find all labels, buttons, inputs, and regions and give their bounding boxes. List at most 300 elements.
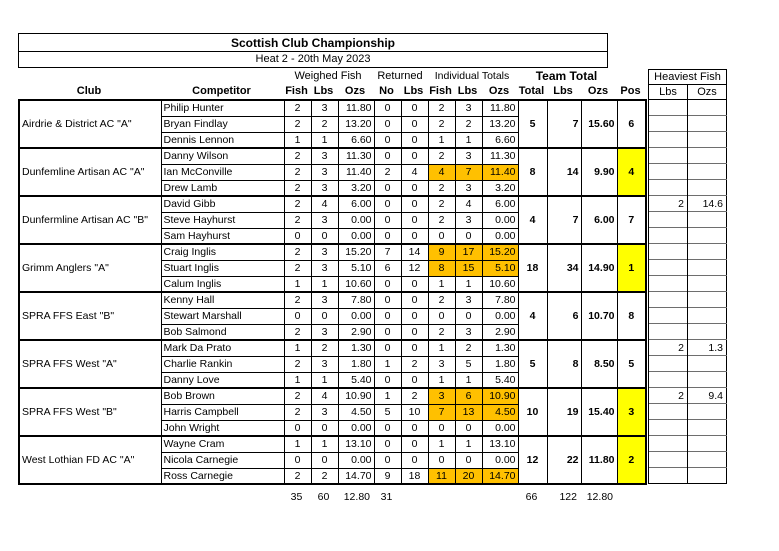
heaviest-lbs-cell [649, 164, 688, 180]
competitor-cell: Philip Hunter [161, 100, 284, 116]
returned-no-cell: 1 [374, 356, 401, 372]
individual-lbs-cell: 2 [455, 116, 482, 132]
results-table [18, 99, 647, 485]
competitor-cell: Dennis Lennon [161, 132, 284, 148]
weighed-lbs-cell: 3 [311, 148, 338, 164]
heaviest-row [649, 260, 727, 276]
weighed-ozs-cell: 1.30 [338, 340, 374, 356]
returned-no-cell: 0 [374, 340, 401, 356]
individual-ozs-cell: 7.80 [482, 292, 518, 308]
weighed-lbs-cell: 3 [311, 164, 338, 180]
individual-lbs-cell: 1 [455, 276, 482, 292]
heaviest-lbs-cell [649, 372, 688, 388]
page-title: Scottish Club Championship [19, 34, 607, 52]
individual-fish-cell: 11 [428, 468, 455, 484]
returned-no-cell: 5 [374, 404, 401, 420]
weighed-lbs-cell: 3 [311, 244, 338, 260]
returned-no-cell: 9 [374, 468, 401, 484]
competitor-cell: Kenny Hall [161, 292, 284, 308]
individual-lbs-cell: 20 [455, 468, 482, 484]
individual-ozs-cell: 15.20 [482, 244, 518, 260]
individual-fish-cell: 2 [428, 180, 455, 196]
heaviest-lbs-cell [649, 420, 688, 436]
group-header-individual-totals: Individual Totals [434, 70, 510, 82]
team-total-cell: 12 [518, 436, 547, 484]
individual-fish-cell: 0 [428, 420, 455, 436]
column-header-weighed-fish: Fish [285, 85, 308, 97]
heaviest-lbs-cell [649, 116, 688, 132]
individual-ozs-cell: 10.60 [482, 276, 518, 292]
pos-cell: 8 [617, 292, 646, 340]
individual-ozs-cell: 0.00 [482, 212, 518, 228]
column-header-returned-lbs: Lbs [403, 85, 424, 97]
heaviest-row [649, 148, 727, 164]
club-cell: West Lothian FD AC "A" [19, 436, 161, 484]
weighed-ozs-cell: 13.20 [338, 116, 374, 132]
returned-lbs-cell: 0 [401, 292, 428, 308]
weighed-lbs-cell: 1 [311, 372, 338, 388]
team-total-cell: 10 [518, 388, 547, 436]
weighed-fish-cell: 2 [284, 356, 311, 372]
heaviest-lbs-header: Lbs [649, 85, 688, 100]
weighed-fish-cell: 2 [284, 404, 311, 420]
column-header-club: Club [76, 85, 102, 97]
weighed-ozs-cell: 4.50 [338, 404, 374, 420]
returned-no-cell: 0 [374, 436, 401, 452]
heaviest-row [649, 132, 727, 148]
returned-no-cell: 0 [374, 180, 401, 196]
column-header-weighed-ozs: Ozs [344, 85, 366, 97]
weighed-ozs-cell: 11.30 [338, 148, 374, 164]
heaviest-lbs-cell [649, 292, 688, 308]
returned-lbs-cell: 0 [401, 452, 428, 468]
individual-fish-cell: 9 [428, 244, 455, 260]
team-total-cell: 18 [518, 244, 547, 292]
individual-lbs-cell: 1 [455, 436, 482, 452]
returned-no-cell: 1 [374, 388, 401, 404]
heaviest-lbs-cell [649, 148, 688, 164]
heaviest-row [649, 452, 727, 468]
individual-ozs-cell: 5.10 [482, 260, 518, 276]
weighed-lbs-cell: 2 [311, 340, 338, 356]
returned-lbs-cell: 0 [401, 276, 428, 292]
individual-lbs-cell: 1 [455, 132, 482, 148]
individual-fish-cell: 0 [428, 228, 455, 244]
returned-lbs-cell: 0 [401, 340, 428, 356]
returned-no-cell: 0 [374, 116, 401, 132]
weighed-ozs-cell: 7.80 [338, 292, 374, 308]
heaviest-ozs-cell: 14.6 [688, 196, 727, 212]
weighed-ozs-cell: 11.80 [338, 100, 374, 116]
heaviest-row [649, 244, 727, 260]
heaviest-ozs-cell: 9.4 [688, 388, 727, 404]
individual-fish-cell: 2 [428, 324, 455, 340]
weighed-fish-cell: 2 [284, 180, 311, 196]
returned-lbs-cell: 0 [401, 420, 428, 436]
heaviest-row [649, 292, 727, 308]
individual-ozs-cell: 0.00 [482, 308, 518, 324]
weighed-lbs-cell: 3 [311, 404, 338, 420]
individual-fish-cell: 2 [428, 116, 455, 132]
team-total-cell: 5 [518, 100, 547, 148]
column-header-returned-no: No [379, 85, 394, 97]
heaviest-lbs-cell [649, 244, 688, 260]
weighed-ozs-cell: 5.10 [338, 260, 374, 276]
team-ozs-cell: 11.80 [581, 436, 617, 484]
competitor-cell: Wayne Cram [161, 436, 284, 452]
weighed-ozs-cell: 13.10 [338, 436, 374, 452]
individual-fish-cell: 2 [428, 100, 455, 116]
weighed-ozs-cell: 10.60 [338, 276, 374, 292]
heaviest-ozs-cell [688, 324, 727, 340]
weighed-fish-cell: 1 [284, 340, 311, 356]
weighed-lbs-cell: 1 [311, 436, 338, 452]
individual-lbs-cell: 13 [455, 404, 482, 420]
heaviest-ozs-cell [688, 228, 727, 244]
column-header-team-total: Total [518, 85, 545, 97]
table-row [19, 100, 646, 116]
individual-fish-cell: 1 [428, 372, 455, 388]
column-header-weighed-lbs: Lbs [313, 85, 334, 97]
heaviest-lbs-cell [649, 452, 688, 468]
club-cell: SPRA FFS West "B" [19, 388, 161, 436]
heaviest-ozs-cell [688, 244, 727, 260]
weighed-ozs-cell: 1.80 [338, 356, 374, 372]
weighed-ozs-cell: 0.00 [338, 308, 374, 324]
competitor-cell: John Wright [161, 420, 284, 436]
total-weighed-lbs: 60 [317, 491, 330, 503]
competitor-cell: David Gibb [161, 196, 284, 212]
individual-ozs-cell: 1.30 [482, 340, 518, 356]
returned-no-cell: 0 [374, 276, 401, 292]
weighed-lbs-cell: 1 [311, 132, 338, 148]
total-team-lbs: 122 [559, 491, 577, 503]
returned-lbs-cell: 0 [401, 116, 428, 132]
weighed-fish-cell: 2 [284, 164, 311, 180]
competitor-cell: Mark Da Prato [161, 340, 284, 356]
heaviest-row [649, 212, 727, 228]
column-header-individual-fish: Fish [429, 85, 452, 97]
weighed-fish-cell: 0 [284, 308, 311, 324]
returned-no-cell: 0 [374, 212, 401, 228]
individual-lbs-cell: 3 [455, 212, 482, 228]
team-ozs-cell: 9.90 [581, 148, 617, 196]
individual-lbs-cell: 0 [455, 228, 482, 244]
group-header-weighed-fish: Weighed Fish [294, 70, 362, 82]
individual-fish-cell: 1 [428, 276, 455, 292]
team-total-cell: 4 [518, 196, 547, 244]
page-subtitle: Heat 2 - 20th May 2023 [255, 53, 371, 65]
table-row [19, 340, 646, 356]
team-total-cell: 8 [518, 148, 547, 196]
heaviest-ozs-cell [688, 276, 727, 292]
competitor-cell: Charlie Rankin [161, 356, 284, 372]
weighed-ozs-cell: 0.00 [338, 212, 374, 228]
weighed-lbs-cell: 3 [311, 100, 338, 116]
heaviest-lbs-cell [649, 308, 688, 324]
individual-ozs-cell: 11.40 [482, 164, 518, 180]
heaviest-fish-header: Heaviest Fish [649, 70, 727, 85]
weighed-fish-cell: 2 [284, 116, 311, 132]
heaviest-lbs-cell [649, 324, 688, 340]
returned-no-cell: 0 [374, 452, 401, 468]
individual-ozs-cell: 2.90 [482, 324, 518, 340]
returned-no-cell: 0 [374, 100, 401, 116]
heaviest-row [649, 468, 727, 484]
weighed-ozs-cell: 0.00 [338, 228, 374, 244]
weighed-fish-cell: 2 [284, 292, 311, 308]
club-cell: SPRA FFS East "B" [19, 292, 161, 340]
heaviest-lbs-cell [649, 100, 688, 116]
weighed-fish-cell: 0 [284, 452, 311, 468]
competitor-cell: Danny Love [161, 372, 284, 388]
individual-fish-cell: 1 [428, 340, 455, 356]
club-cell: Grimm Anglers "A" [19, 244, 161, 292]
individual-fish-cell: 2 [428, 148, 455, 164]
heaviest-lbs-cell [649, 356, 688, 372]
pos-cell: 1 [617, 244, 646, 292]
table-row [19, 388, 646, 404]
team-lbs-cell: 7 [547, 196, 581, 244]
heaviest-ozs-cell [688, 212, 727, 228]
weighed-lbs-cell: 3 [311, 260, 338, 276]
individual-lbs-cell: 2 [455, 340, 482, 356]
individual-lbs-cell: 0 [455, 452, 482, 468]
column-header-row [18, 84, 645, 99]
team-ozs-cell: 10.70 [581, 292, 617, 340]
table-row [19, 292, 646, 308]
heaviest-ozs-cell [688, 308, 727, 324]
competitor-cell: Craig Inglis [161, 244, 284, 260]
individual-fish-cell: 3 [428, 388, 455, 404]
competitor-cell: Stuart Inglis [161, 260, 284, 276]
weighed-fish-cell: 2 [284, 212, 311, 228]
heaviest-ozs-cell [688, 116, 727, 132]
column-header-individual-lbs: Lbs [457, 85, 478, 97]
returned-no-cell: 0 [374, 308, 401, 324]
team-ozs-cell: 6.00 [581, 196, 617, 244]
weighed-fish-cell: 2 [284, 100, 311, 116]
weighed-ozs-cell: 2.90 [338, 324, 374, 340]
individual-ozs-cell: 1.80 [482, 356, 518, 372]
returned-lbs-cell: 0 [401, 212, 428, 228]
individual-fish-cell: 2 [428, 196, 455, 212]
individual-lbs-cell: 5 [455, 356, 482, 372]
individual-ozs-cell: 6.00 [482, 196, 518, 212]
weighed-lbs-cell: 3 [311, 356, 338, 372]
heaviest-row [649, 100, 727, 116]
heaviest-lbs-cell [649, 436, 688, 452]
weighed-lbs-cell: 0 [311, 228, 338, 244]
club-cell: Airdrie & District AC "A" [19, 100, 161, 148]
column-header-competitor: Competitor [192, 85, 251, 97]
team-total-cell: 4 [518, 292, 547, 340]
returned-no-cell: 0 [374, 420, 401, 436]
weighed-fish-cell: 2 [284, 148, 311, 164]
heaviest-lbs-cell [649, 212, 688, 228]
heaviest-ozs-cell [688, 372, 727, 388]
team-ozs-cell: 15.60 [581, 100, 617, 148]
heaviest-lbs-cell: 2 [649, 196, 688, 212]
returned-lbs-cell: 0 [401, 436, 428, 452]
competitor-cell: Bob Salmond [161, 324, 284, 340]
pos-cell: 2 [617, 436, 646, 484]
competitor-cell: Danny Wilson [161, 148, 284, 164]
returned-lbs-cell: 0 [401, 148, 428, 164]
heaviest-ozs-cell [688, 164, 727, 180]
total-weighed-ozs: 12.80 [343, 491, 370, 503]
team-ozs-cell: 8.50 [581, 340, 617, 388]
returned-lbs-cell: 2 [401, 356, 428, 372]
individual-fish-cell: 3 [428, 356, 455, 372]
total-team-ozs: 12.80 [586, 491, 613, 503]
returned-lbs-cell: 18 [401, 468, 428, 484]
heaviest-lbs-cell [649, 180, 688, 196]
individual-ozs-cell: 11.30 [482, 148, 518, 164]
weighed-ozs-cell: 15.20 [338, 244, 374, 260]
team-lbs-cell: 7 [547, 100, 581, 148]
heaviest-row [649, 116, 727, 132]
individual-ozs-cell: 11.80 [482, 100, 518, 116]
competitor-cell: Drew Lamb [161, 180, 284, 196]
team-lbs-cell: 34 [547, 244, 581, 292]
weighed-fish-cell: 0 [284, 228, 311, 244]
column-header-team-lbs: Lbs [553, 85, 573, 97]
weighed-fish-cell: 1 [284, 132, 311, 148]
heaviest-row [649, 196, 727, 212]
column-header-individual-ozs: Ozs [488, 85, 510, 97]
weighed-fish-cell: 1 [284, 372, 311, 388]
weighed-ozs-cell: 0.00 [338, 452, 374, 468]
team-ozs-cell: 14.90 [581, 244, 617, 292]
individual-lbs-cell: 3 [455, 292, 482, 308]
weighed-fish-cell: 2 [284, 196, 311, 212]
weighed-lbs-cell: 3 [311, 180, 338, 196]
returned-lbs-cell: 0 [401, 372, 428, 388]
competitor-cell: Calum Inglis [161, 276, 284, 292]
weighed-fish-cell: 2 [284, 388, 311, 404]
heaviest-lbs-cell [649, 228, 688, 244]
weighed-lbs-cell: 2 [311, 116, 338, 132]
returned-no-cell: 0 [374, 148, 401, 164]
heaviest-ozs-cell [688, 452, 727, 468]
returned-lbs-cell: 0 [401, 132, 428, 148]
weighed-fish-cell: 2 [284, 468, 311, 484]
weighed-lbs-cell: 4 [311, 196, 338, 212]
weighed-lbs-cell: 3 [311, 292, 338, 308]
competitor-cell: Harris Campbell [161, 404, 284, 420]
weighed-ozs-cell: 5.40 [338, 372, 374, 388]
returned-lbs-cell: 0 [401, 308, 428, 324]
weighed-ozs-cell: 11.40 [338, 164, 374, 180]
returned-no-cell: 7 [374, 244, 401, 260]
heaviest-ozs-cell [688, 404, 727, 420]
club-cell: SPRA FFS West "A" [19, 340, 161, 388]
individual-fish-cell: 7 [428, 404, 455, 420]
group-header-returned: Returned [377, 70, 423, 82]
weighed-fish-cell: 1 [284, 276, 311, 292]
returned-no-cell: 0 [374, 228, 401, 244]
returned-lbs-cell: 0 [401, 180, 428, 196]
individual-ozs-cell: 0.00 [482, 228, 518, 244]
individual-lbs-cell: 3 [455, 180, 482, 196]
individual-fish-cell: 8 [428, 260, 455, 276]
total-team-total: 66 [525, 491, 538, 503]
individual-lbs-cell: 6 [455, 388, 482, 404]
individual-fish-cell: 1 [428, 132, 455, 148]
individual-lbs-cell: 17 [455, 244, 482, 260]
team-lbs-cell: 8 [547, 340, 581, 388]
weighed-lbs-cell: 1 [311, 276, 338, 292]
individual-ozs-cell: 10.90 [482, 388, 518, 404]
returned-lbs-cell: 12 [401, 260, 428, 276]
weighed-lbs-cell: 2 [311, 468, 338, 484]
team-lbs-cell: 22 [547, 436, 581, 484]
heaviest-row [649, 436, 727, 452]
heaviest-row [649, 228, 727, 244]
team-lbs-cell: 6 [547, 292, 581, 340]
heaviest-lbs-cell [649, 260, 688, 276]
heaviest-row [649, 324, 727, 340]
heaviest-row [649, 404, 727, 420]
heaviest-row [649, 180, 727, 196]
pos-cell: 4 [617, 148, 646, 196]
individual-fish-cell: 2 [428, 292, 455, 308]
weighed-fish-cell: 1 [284, 436, 311, 452]
individual-lbs-cell: 0 [455, 420, 482, 436]
team-total-cell: 5 [518, 340, 547, 388]
club-cell: Dunfemline Artisan AC "A" [19, 148, 161, 196]
heaviest-ozs-cell [688, 420, 727, 436]
individual-ozs-cell: 13.10 [482, 436, 518, 452]
heaviest-row [649, 340, 727, 356]
heaviest-row [649, 308, 727, 324]
individual-ozs-cell: 14.70 [482, 468, 518, 484]
heaviest-row [649, 388, 727, 404]
weighed-fish-cell: 2 [284, 324, 311, 340]
individual-fish-cell: 0 [428, 308, 455, 324]
weighed-lbs-cell: 3 [311, 324, 338, 340]
heaviest-row [649, 356, 727, 372]
heaviest-lbs-cell: 2 [649, 388, 688, 404]
competitor-cell: Sam Hayhurst [161, 228, 284, 244]
team-lbs-cell: 14 [547, 148, 581, 196]
returned-lbs-cell: 4 [401, 164, 428, 180]
weighed-lbs-cell: 4 [311, 388, 338, 404]
heaviest-row [649, 420, 727, 436]
competitor-cell: Ian McConville [161, 164, 284, 180]
individual-ozs-cell: 6.60 [482, 132, 518, 148]
returned-no-cell: 2 [374, 164, 401, 180]
returned-lbs-cell: 0 [401, 196, 428, 212]
table-row [19, 148, 646, 164]
returned-no-cell: 6 [374, 260, 401, 276]
returned-no-cell: 0 [374, 132, 401, 148]
individual-fish-cell: 4 [428, 164, 455, 180]
team-ozs-cell: 15.40 [581, 388, 617, 436]
pos-cell: 5 [617, 340, 646, 388]
club-cell: Dunfermline Artisan AC "B" [19, 196, 161, 244]
individual-lbs-cell: 1 [455, 372, 482, 388]
heaviest-lbs-cell: 2 [649, 340, 688, 356]
weighed-fish-cell: 0 [284, 420, 311, 436]
results-grid-body [19, 100, 646, 484]
weighed-fish-cell: 2 [284, 244, 311, 260]
individual-lbs-cell: 7 [455, 164, 482, 180]
returned-no-cell: 0 [374, 372, 401, 388]
title-box [18, 33, 608, 68]
competitor-cell: Stewart Marshall [161, 308, 284, 324]
